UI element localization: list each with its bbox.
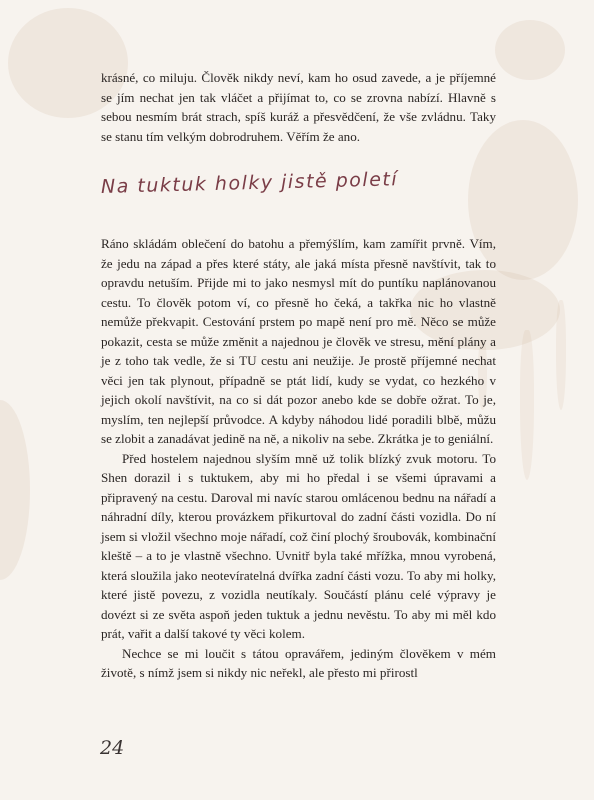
chapter-title: Na tuktuk holky jistě poletí	[100, 168, 399, 198]
page-body	[101, 68, 496, 683]
stain-decoration	[0, 400, 30, 580]
intro-paragraph: krásné, co miluju. Člověk nikdy neví, kam ho osud zavede, a je příjemné se jím nechat jen tak vláčet a přijímat to, co se zrovna nabízí. Hlavně s sebou nesmím brát strach, spíš kuráž a přesvědčení, že vše zvládnu. Taky se stanu tím velkým dobrodruhem. Věřím že ano.	[101, 70, 496, 144]
body-paragraph: Ráno skládám oblečení do batohu a přemýšlím, kam zamířit prvně. Vím, že jedu na západ a přes které státy, ale jaká místa přesně navštívit, tak to opravdu netuším. Přijde mi to jako nesmysl mít do puntíku naplánovanou cestu. To člověk potom ví, co přesně ho čeká, a takřka nic ho vlastně nemůže překvapit. Cestování prstem po mapě není pro mě. Něco se může pokazit, cesta se může změnit a najednou je člověk ve stresu, mění plány a je z toho tak vedle, že si TU cestu ani neužije. Je prostě příjemné nechat věci jen tak plynout, případně se ptát lidí, kudy se vydat, co hezkého v jejich okolí navštívit, na co si dát pozor anebo kde se dobře ožrat. To je, myslím, ten nejlepší průvodce. A kdyby náhodou lidé poradili blbě, můžu se zlobit a zanadávat jedině na ně, a nikoliv na sebe. Zkrátka je to geniální.	[101, 236, 496, 446]
stain-decoration	[556, 300, 566, 410]
body-paragraph: Před hostelem najednou slyším mně už tolik blízký zvuk motoru. To Shen dorazil i s tuktukem, aby mi ho předal i se všemi úpravami a připravený na cestu. Daroval mi navíc starou omlácenou bednu na nářadí a náhradní díly, kterou provázkem přikurtoval do zadní části vozidla. Do ní jsem si vložil všechno moje nářadí, což činí plochý šroubovák, kombinační kleště – a to je vlastně všechno. Uvnitř byla také mřížka, mnou vyrobená, která sloužila jako neotevíratelná dvířka zadní části vozu. To aby mi holky, které jistě povezu, z vozidla neutíkaly. Součástí plánu celé výpravy je dovézt si ze světa aspoň jeden tuktuk a jednu nevěstu. To aby mi měl kdo prát, vařit a další takové ty věci kolem.	[101, 450, 496, 641]
body-paragraph: Nechce se mi loučit s tátou opravářem, jediným člověkem v mém životě, s nímž jsem si nikdy nic neřekl, ale přesto mi přirostl	[101, 645, 496, 680]
page-number: 24	[100, 737, 125, 759]
stain-decoration	[520, 330, 534, 480]
stain-decoration	[495, 20, 565, 80]
